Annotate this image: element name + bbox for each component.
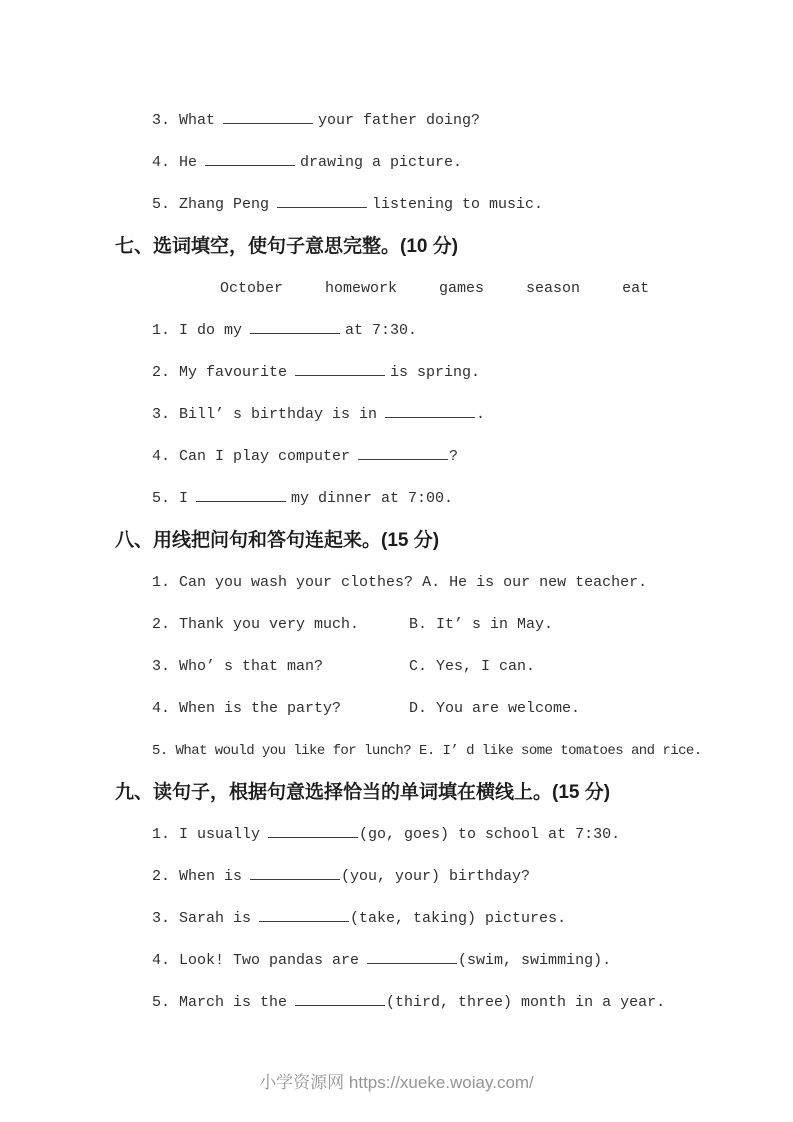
question-item [152,814,793,856]
question-item [152,436,793,478]
question-item [152,184,793,226]
match-row [152,604,793,646]
word-bank-word: season [526,280,581,297]
question-text-pre: 3. Bill’ s birthday is in [152,406,378,423]
question-text-post: my dinner at 7:00. [291,490,454,507]
question-text-pre: 1. I do my [152,322,243,339]
question-text-pre: 2. My favourite [152,364,288,381]
question-text-post: at 7:30. [345,322,418,339]
question-text-pre: 4. Look! Two pandas are [152,952,360,969]
question-item [152,478,793,520]
answer-blank [250,865,340,880]
answer-blank [205,151,295,166]
question-text-post: (you, your) birthday? [341,868,531,885]
section-seven [115,226,793,268]
match-row [152,562,793,604]
question-item [152,394,793,436]
question-text-pre: 3. What [152,112,216,129]
question-item [152,898,793,940]
question-item [152,856,793,898]
word-bank [220,268,793,310]
question-text-post: . [476,406,486,423]
word-bank-word: games [439,280,485,297]
question-text-post: (go, goes) to school at 7:30. [359,826,621,843]
question-text-post: (take, taking) pictures. [350,910,567,927]
match-row [152,730,793,772]
section-heading: 九、读句子，根据句意选择恰当的单词填在横线上。(15 分) [115,782,611,803]
match-answer: C. Yes, I can. [409,658,536,675]
answer-blank [295,361,385,376]
section-eight [115,520,793,562]
answer-blank [295,991,385,1006]
question-text-post: drawing a picture. [300,154,463,171]
section-heading: 八、用线把问句和答句连起来。(15 分) [115,530,440,551]
question-text-pre: 4. He [152,154,198,171]
answer-blank [223,109,313,124]
answer-blank [196,487,286,502]
match-answer: B. It’ s in May. [409,616,554,633]
question-item [152,940,793,982]
answer-blank [277,193,367,208]
question-text-post: listening to music. [372,196,544,213]
answer-blank [268,823,358,838]
match-row [152,688,793,730]
section-heading: 七、选词填空，使句子意思完整。(10 分) [115,236,459,257]
question-text-post: ? [449,448,459,465]
question-item [152,142,793,184]
answer-blank [358,445,448,460]
match-answer: D. You are welcome. [409,700,581,717]
question-text-pre: 5. March is the [152,994,288,1011]
question-text-post: (third, three) month in a year. [386,994,666,1011]
question-text-pre: 5. I [152,490,189,507]
answer-blank [367,949,457,964]
word-bank-word: eat [622,280,650,297]
question-text-pre: 1. I usually [152,826,261,843]
question-item [152,100,793,142]
match-question: 4. When is the party? [152,700,342,717]
word-bank-word: October [220,280,284,297]
answer-blank [250,319,340,334]
question-item [152,352,793,394]
match-question: 5. What would you like for lunch? [152,743,412,759]
page-footer: 小学资源网 https://xueke.woiay.com/ [259,1073,534,1092]
question-text-pre: 5. Zhang Peng [152,196,270,213]
match-row [152,646,793,688]
question-text-pre: 2. When is [152,868,243,885]
question-text-pre: 4. Can I play computer [152,448,351,465]
match-answer: E. I’ d like some tomatoes and rice. [418,743,702,759]
match-question: 2. Thank you very much. [152,616,360,633]
question-text-pre: 3. Sarah is [152,910,252,927]
section-nine [115,772,793,814]
match-answer: A. He is our new teacher. [422,574,648,591]
question-text-post: your father doing? [318,112,481,129]
question-item [152,982,793,1024]
answer-blank [385,403,475,418]
answer-blank [259,907,349,922]
match-question: 3. Who’ s that man? [152,658,324,675]
question-text-post: is spring. [390,364,481,381]
match-question: 1. Can you wash your clothes? [152,574,414,591]
question-text-post: (swim, swimming). [458,952,612,969]
word-bank-word: homework [325,280,398,297]
question-item [152,310,793,352]
